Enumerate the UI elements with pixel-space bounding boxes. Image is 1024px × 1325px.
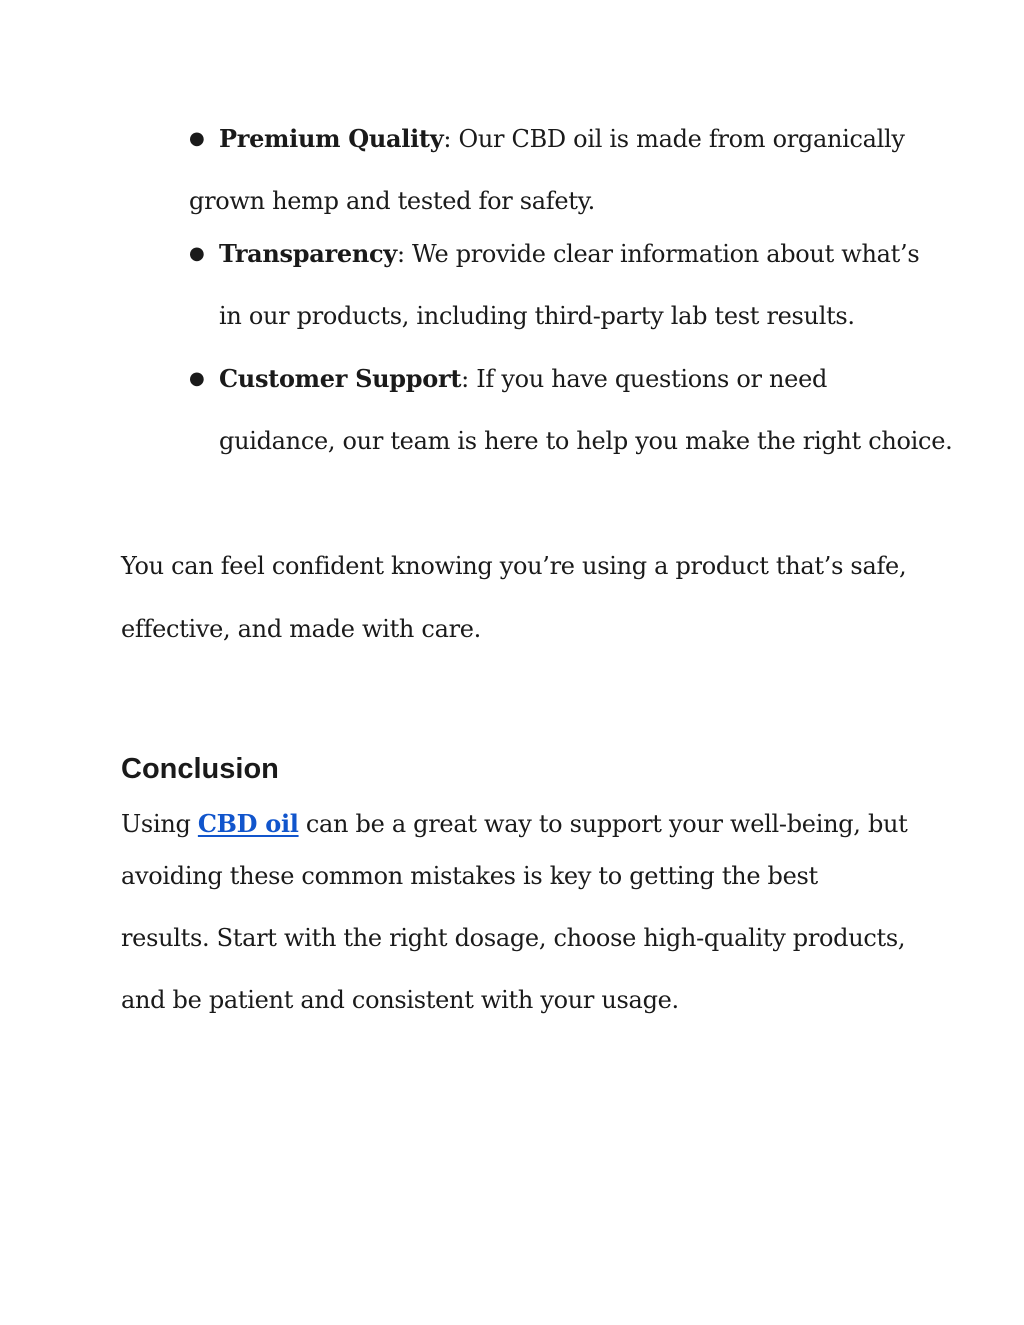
conclusion-line: avoiding these common mistakes is key to getting the best [121,862,818,890]
paragraph-line: You can feel confident knowing you’re using a product that’s safe, [121,552,907,580]
list-item-customer-support [219,364,827,394]
list-item-text: : If you have questions or need [461,365,828,393]
conclusion-line: results. Start with the right dosage, choose high-quality products, [121,924,906,952]
list-item-premium-quality [219,124,905,154]
section-heading: Conclusion [121,753,279,785]
list-item-title: Premium Quality [219,124,444,153]
list-item-continuation: in our products, including third-party lab test results. [219,302,855,330]
conclusion-line: and be patient and consistent with your usage. [121,986,679,1014]
conclusion-lead: Using [121,810,198,838]
list-item-text: : Our CBD oil is made from organically [443,125,905,153]
list-item-title: Customer Support [219,364,462,393]
bullet-dot: ● [189,368,205,389]
conclusion-after-link: can be a great way to support your well-being, but [298,810,908,838]
list-item-title: Transparency [219,239,397,268]
bullet-dot: ● [189,128,205,149]
paragraph-line: effective, and made with care. [121,615,481,643]
conclusion-first-line [121,809,908,839]
cbd-oil-link[interactable]: CBD oil [197,809,299,838]
list-item-text: : We provide clear information about what’s [396,240,920,268]
list-item-transparency [219,239,919,269]
list-item-continuation: guidance, our team is here to help you make the right choice. [219,427,953,455]
bullet-dot: ● [189,243,205,264]
list-item-continuation: grown hemp and tested for safety. [189,187,595,215]
